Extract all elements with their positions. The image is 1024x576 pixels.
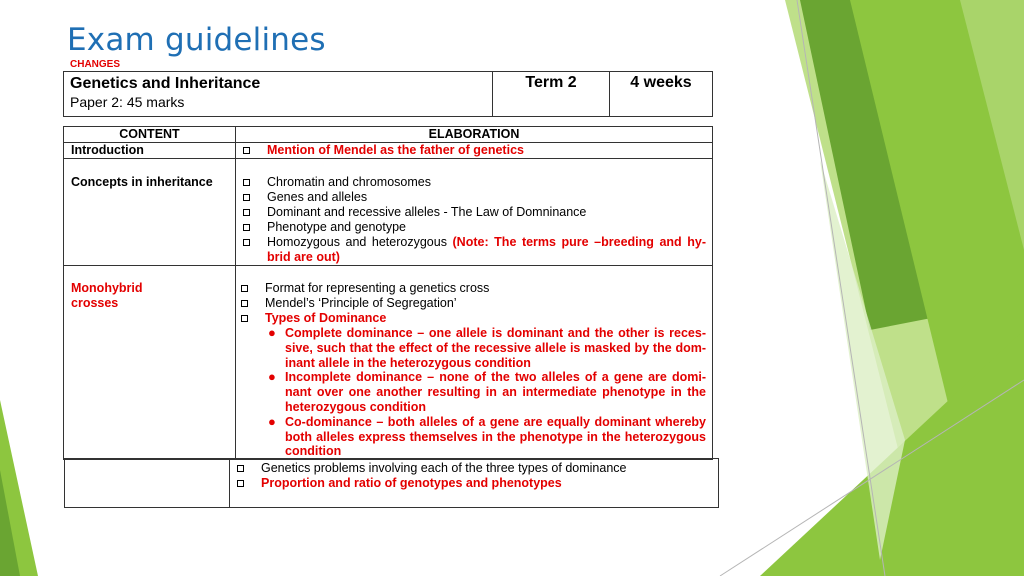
checkbox-bullet-icon (237, 480, 244, 487)
list-item: Proportion and ratio of genotypes and phenotypes (236, 476, 712, 491)
concepts-topic: Concepts in inheritance (64, 159, 236, 266)
bullet-dot-icon: ● (268, 369, 276, 385)
dominance-type-item: ● Incomplete dominance – none of the two alleles of a gene are domi-nant over one another resulting in an intermediate phenotype in the heterozygous condition (268, 369, 706, 414)
header-table (63, 71, 713, 117)
checkbox-bullet-icon (243, 147, 250, 154)
checkbox-bullet-icon (243, 209, 250, 216)
monohybrid-elaboration (236, 266, 713, 460)
bullet-dot-icon: ● (268, 413, 276, 429)
checkbox-bullet-icon (241, 300, 248, 307)
intro-elaboration (236, 143, 713, 159)
bullet-dot-icon: ● (268, 325, 276, 340)
content-table (63, 126, 713, 460)
list-item: Genes and alleles (242, 190, 706, 205)
list-item: Phenotype and genotype (242, 220, 706, 235)
content-table-clip (63, 126, 715, 459)
breeding-note: (Note: The terms pure –breeding and hy-brid are out) (267, 235, 706, 264)
dominance-type-item: ● Complete dominance – one allele is dominant and the other is reces-sive, such that the effect of the recessive allele is masked by the dom-inant allele in the heterozygous condition (268, 325, 706, 370)
dominance-type-item: ● Co-dominance – both alleles of a gene are equally dominant whereby both alleles express themselves in the phenotype in the heterozygous condition (268, 413, 706, 459)
checkbox-bullet-icon (243, 179, 250, 186)
continued-table (64, 458, 719, 508)
topic-cell (64, 72, 493, 117)
checkbox-bullet-icon (243, 224, 250, 231)
list-item: Format for representing a genetics cross (240, 281, 706, 296)
checkbox-bullet-icon (243, 194, 250, 201)
checkbox-bullet-icon (241, 285, 248, 292)
list-item: Homozygous and heterozygous (Note: The terms pure –breeding and hy-brid are out) (242, 235, 706, 265)
checkbox-bullet-icon (237, 465, 244, 472)
weeks-cell: 4 weeks (610, 72, 713, 117)
paper-marks: Paper 2: 45 marks (70, 94, 185, 110)
topic-name: Genetics and Inheritance (70, 75, 261, 92)
term-cell: Term 2 (493, 72, 610, 117)
list-item: Chromatin and chromosomes (242, 175, 706, 190)
checkbox-bullet-icon (241, 315, 248, 322)
list-item: Genetics problems involving each of the three types of dominance (236, 461, 712, 476)
list-item: Dominant and recessive alleles - The Law of Domninance (242, 205, 706, 220)
continued-topic-cell (65, 459, 230, 508)
intro-topic: Introduction (64, 143, 236, 159)
concepts-elaboration (236, 159, 713, 266)
content-column-header: CONTENT (64, 127, 236, 143)
list-item: Types of Dominance (240, 311, 706, 326)
slide-title: Exam guidelines (67, 22, 326, 58)
monohybrid-topic: Monohybrid crosses (64, 266, 236, 460)
checkbox-bullet-icon (243, 239, 250, 246)
list-item: Mendel’s ‘Principle of Segregation’ (240, 296, 706, 311)
continued-elaboration (230, 459, 719, 508)
elaboration-column-header: ELABORATION (236, 127, 713, 143)
overflow-note: CHANGES (70, 59, 121, 70)
list-item: Mention of Mendel as the father of genetics (242, 143, 706, 158)
